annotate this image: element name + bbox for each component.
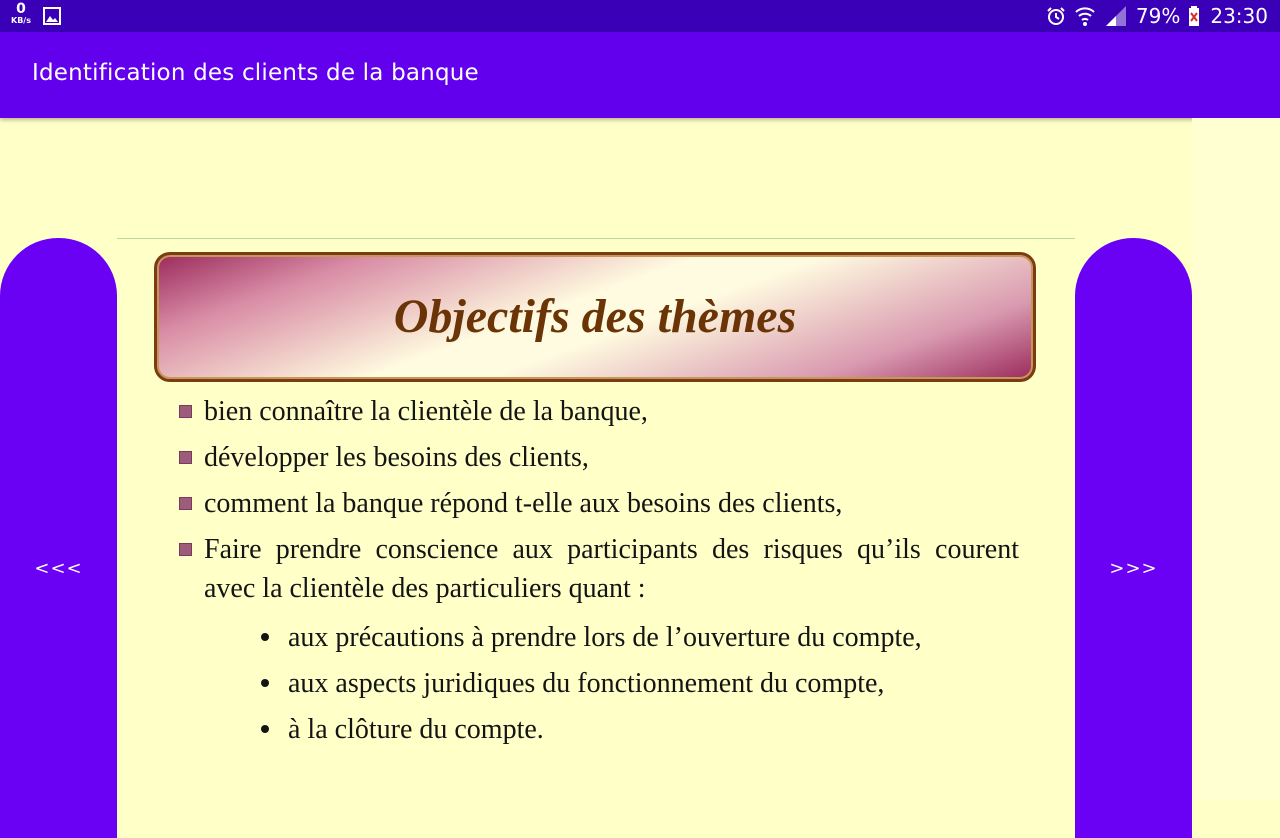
alarm-icon — [1046, 6, 1066, 26]
sub-list-item-text: aux aspects juridiques du fonctionnement du compte, — [288, 668, 885, 699]
square-bullet-icon — [179, 497, 192, 510]
app-bar — [0, 32, 1280, 118]
list-item — [179, 392, 1019, 431]
round-bullet-icon — [261, 679, 269, 687]
sub-list-item-text: à la clôture du compte. — [288, 714, 544, 745]
gallery-icon — [43, 7, 61, 25]
network-speed-value: 0 — [16, 1, 26, 17]
slide-title-banner — [154, 252, 1036, 382]
list-item-text: développer les besoins des clients, — [204, 442, 589, 473]
next-label: >>> — [1109, 558, 1158, 579]
previous-slide-button[interactable] — [0, 238, 117, 838]
app-title: Identification des clients de la banque — [32, 60, 479, 86]
background-strip — [1192, 118, 1280, 800]
next-slide-button[interactable] — [1075, 238, 1192, 838]
sub-list-item — [257, 618, 1017, 657]
square-bullet-icon — [179, 451, 192, 464]
square-bullet-icon — [179, 405, 192, 418]
sub-list-item — [257, 664, 1017, 703]
slide-title: Objectifs des thèmes — [393, 290, 797, 343]
network-speed-unit: KB/s — [11, 16, 31, 25]
list-item — [179, 484, 1019, 523]
sub-list-item-text: aux précautions à prendre lors de l’ouverture du compte, — [288, 622, 922, 653]
round-bullet-icon — [261, 725, 269, 733]
divider — [117, 238, 1075, 239]
signal-icon — [1104, 5, 1128, 27]
previous-label: <<< — [34, 558, 83, 579]
list-item-text: bien connaître la clientèle de la banque, — [204, 396, 648, 427]
battery-percent: 79% — [1135, 4, 1181, 28]
network-speed — [9, 2, 33, 25]
square-bullet-icon — [179, 543, 192, 556]
sub-list-item — [257, 710, 1017, 749]
slide-image — [117, 118, 1075, 800]
round-bullet-icon — [261, 633, 269, 641]
list-item — [179, 438, 1019, 477]
status-bar — [0, 0, 1280, 32]
clock: 23:30 — [1210, 4, 1268, 28]
battery-icon — [1188, 5, 1200, 27]
list-item-text: Faire prendre conscience aux participants des risques qu’ils courent avec la clientèle des particuliers quant : — [204, 534, 1019, 604]
list-item — [179, 530, 1019, 608]
wifi-icon — [1074, 5, 1096, 27]
bullet-list — [179, 392, 1019, 615]
sub-bullet-list — [257, 618, 1017, 756]
list-item-text: comment la banque répond t-elle aux besoins des clients, — [204, 488, 843, 519]
